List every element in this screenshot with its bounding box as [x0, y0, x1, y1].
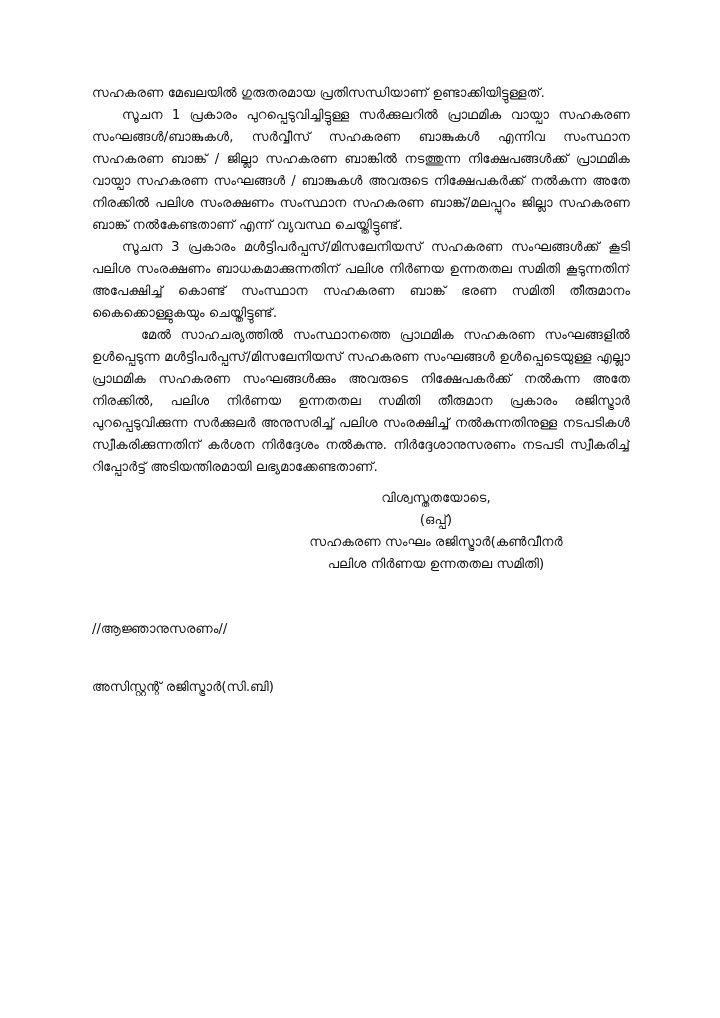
order-note: //ആജ്ഞാനുസരണം// — [92, 622, 228, 637]
paragraph-three-line-3: പ്രാഥമിക സഹകരണ സംഘങ്ങൾക്കും അവരുടെ നിക്ഷേപകർക്ക് നൽകുന്ന അതേ — [92, 372, 630, 387]
paragraph-two-line-4: കൈക്കൊള്ളുകയും ചെയ്തിട്ടുണ്ട്. — [92, 306, 278, 321]
signature-signed: (ഒപ്പ്) — [419, 513, 453, 528]
paragraph-one-line-1: സൂചന 1 പ്രകാരം പുറപ്പെടുവിച്ചിട്ടുള്ള സർക്കുലറിൽ പ്രാഥമിക വായ്പാ സഹകരണ — [122, 108, 630, 123]
paragraph-one-line-3: സഹകരണ ബാങ്ക് / ജില്ലാ സഹകരണ ബാങ്കിൽ നടത്തുന്ന നിക്ഷേപങ്ങൾക്ക് പ്രാഥമിക — [92, 152, 630, 167]
signature-block — [286, 488, 586, 576]
paragraph-one-line-5: നിരക്കിൽ പലിശ സംരക്ഷണം സംസ്ഥാന സഹകരണ ബാങ്ക്/മലപ്പുറം ജില്ലാ സഹകരണ — [92, 196, 630, 211]
paragraph-one-line-4: വായ്പാ സഹകരണ സംഘങ്ങൾ / ബാങ്കുകൾ അവരുടെ നിക്ഷേപകർക്ക് നൽകുന്ന അതേ — [92, 174, 630, 189]
assistant-registrar-line: അസിസ്റ്റന്റ് രജിസ്ട്രാർ(സി.ബി) — [92, 680, 274, 695]
paragraph-two-line-1: സൂചന 3 പ്രകാരം മൾട്ടിപർപ്പസ്/മിസലേനിയസ് സഹകരണ സംഘങ്ങൾക്ക് കൂടി — [122, 240, 630, 255]
signature-designation: സഹകരണ സംഘം രജിസ്ട്രാർ(കൺവീനർ — [309, 535, 563, 550]
paragraph-two-line-2: പലിശ സംരക്ഷണം ബാധകമാക്കുന്നതിന് പലിശ നിർണയ ഉന്നതതല സമിതി കൂടുന്നതിന് — [92, 262, 630, 277]
paragraph-three-line-6: സ്വീകരിക്കുന്നതിന് കർശന നിർദ്ദേശം നൽകുന്നു. നിർദ്ദേശാനുസരണം നടപടി സ്വീകരിച്ച് — [92, 438, 630, 453]
paragraph-three-line-4: നിരക്കിൽ, പലിശ നിർണയ ഉന്നതതല സമിതി തീരുമാന പ്രകാരം രജിസ്ട്രാർ — [92, 394, 630, 409]
document-line-1: സഹകരണ മേഖലയിൽ ഗുരുതരമായ പ്രതിസന്ധിയാണ് ഉണ്ടാക്കിയിട്ടുള്ളത്. — [92, 86, 545, 101]
paragraph-three-line-7: റിപ്പോർട്ട് അടിയന്തിരമായി ലഭ്യമാക്കേണ്ടതാണ്. — [92, 460, 378, 475]
paragraph-three-line-1: മേൽ സാഹചര്യത്തിൽ സംസ്ഥാനത്തെ പ്രാഥമിക സഹകരണ സംഘങ്ങളിൽ — [141, 328, 630, 343]
paragraph-three-line-5: പുറപ്പെടുവിക്കുന്ന സർക്കുലർ അനുസരിച്ച് പലിശ സംരക്ഷിച്ച് നൽകുന്നതിനുള്ള നടപടികൾ — [92, 416, 630, 431]
paragraph-one-line-6: ബാങ്ക് നൽകേണ്ടതാണ് എന്ന് വ്യവസ്ഥ ചെയ്തിട്ടുണ്ട്. — [92, 218, 403, 233]
paragraph-three-line-2: ഉൾപ്പെടുന്ന മൾട്ടിപർപ്പസ്/മിസലേനിയസ് സഹകരണ സംഘങ്ങൾ ഉൾപ്പെടെയുള്ള എല്ലാ — [92, 350, 630, 365]
signature-closing: വിശ്വസ്തതയോടെ, — [381, 491, 491, 506]
signature-committee: പലിശ നിർണയ ഉന്നതതല സമിതി) — [327, 557, 545, 572]
paragraph-one-line-2: സംഘങ്ങൾ/ബാങ്കുകൾ, സർവ്വീസ് സഹകരണ ബാങ്കുകൾ എന്നിവ സംസ്ഥാന — [92, 130, 630, 145]
paragraph-two-line-3: അപേക്ഷിച്ച് കൊണ്ട് സംസ്ഥാന സഹകരണ ബാങ്ക് ഭരണ സമിതി തീരുമാനം — [92, 284, 630, 299]
